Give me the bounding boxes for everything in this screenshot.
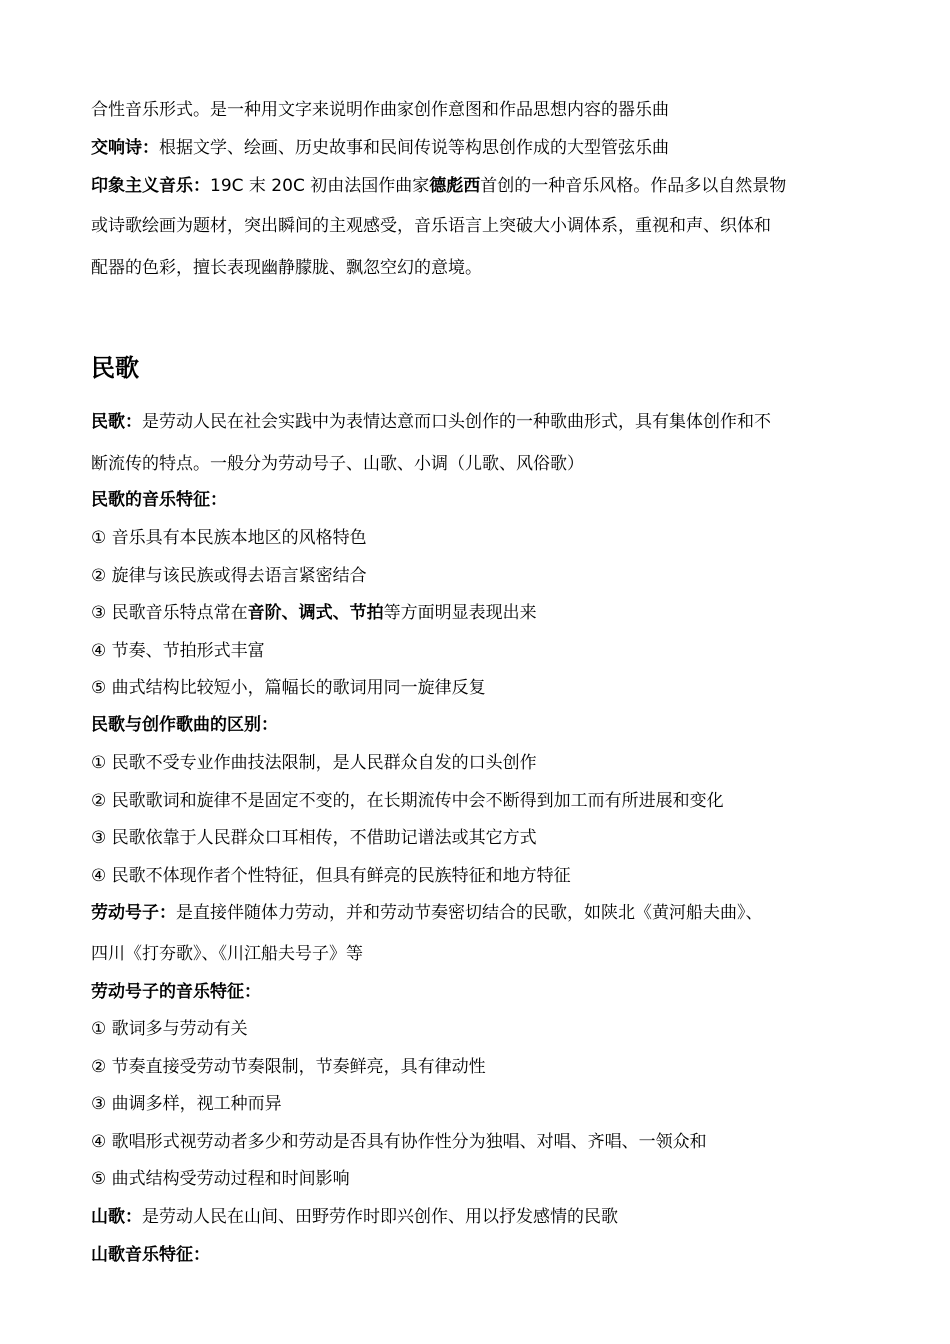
term-label: 民歌：	[91, 412, 142, 432]
term-definition: 根据文学、绘画、历史故事和民间传说等构思创作成的大型管弦乐曲	[159, 138, 669, 158]
subsection-title: 民歌与创作歌曲的区别：	[91, 715, 278, 735]
impressionism-paragraph: 印象主义音乐：19C 末 20C 初由法国作曲家德彪西首创的一种音乐风格。作品多以自然景物	[91, 176, 787, 196]
composer-name: 德彪西	[429, 176, 481, 196]
section-heading: 民歌	[91, 354, 139, 382]
symphonic-poem-paragraph	[91, 136, 669, 160]
list-item: ④ 节奏、节拍形式丰富	[91, 641, 265, 661]
list-item: ③ 民歌音乐特点常在音阶、调式、节拍等方面明显表现出来	[91, 603, 537, 623]
list-item: ② 民歌歌词和旋律不是固定不变的，在长期流传中会不断得到加工而有所进展和变化	[91, 791, 724, 811]
term-label: 印象主义音乐：	[91, 176, 210, 196]
subsection-title: 劳动号子的音乐特征：	[91, 982, 261, 1002]
term-label: 劳动号子：	[91, 903, 176, 923]
list-item: ① 歌词多与劳动有关	[91, 1019, 248, 1039]
list-item: ② 旋律与该民族或得去语言紧密结合	[91, 566, 367, 586]
list-item: ② 节奏直接受劳动节奏限制，节奏鲜亮，具有律动性	[91, 1057, 486, 1077]
list-item: ④ 民歌不体现作者个性特征，但具有鲜亮的民族特征和地方特征	[91, 866, 571, 886]
mountain-song-definition: 山歌：是劳动人民在山间、田野劳作时即兴创作、用以抒发感情的民歌	[91, 1207, 618, 1227]
subsection-title: 民歌的音乐特征：	[91, 490, 227, 510]
work-song-definition: 劳动号子：是直接伴随体力劳动，并和劳动节奏密切结合的民歌，如陕北《黄河船夫曲》、	[91, 903, 763, 923]
list-item: ⑤ 曲式结构受劳动过程和时间影响	[91, 1169, 350, 1189]
impressionism-line-2: 或诗歌绘画为题材，突出瞬间的主观感受，音乐语言上突破大小调体系，重视和声、织体和	[91, 216, 771, 236]
list-item: ③ 民歌依靠于人民群众口耳相传，不借助记谱法或其它方式	[91, 828, 537, 848]
impressionism-line-3: 配器的色彩，擅长表现幽静朦胧、飘忽空幻的意境。	[91, 258, 482, 278]
list-item: ① 民歌不受专业作曲技法限制，是人民群众自发的口头创作	[91, 753, 537, 773]
work-song-definition-line-2: 四川《打夯歌》、《川江船夫号子》等	[91, 944, 363, 964]
emphasis: 音阶、调式、节拍	[247, 603, 384, 623]
list-item: ③ 曲调多样，视工种而异	[91, 1094, 282, 1114]
intro-line-1: 合性音乐形式。是一种用文字来说明作曲家创作意图和作品思想内容的器乐曲	[91, 100, 669, 120]
term-label: 交响诗：	[91, 138, 159, 158]
list-item: ① 音乐具有本民族本地区的风格特色	[91, 528, 367, 548]
folk-song-definition: 民歌：是劳动人民在社会实践中为表情达意而口头创作的一种歌曲形式，具有集体创作和不	[91, 412, 771, 432]
term-label: 山歌：	[91, 1207, 142, 1227]
subsection-title: 山歌音乐特征：	[91, 1245, 210, 1265]
list-item: ④ 歌唱形式视劳动者多少和劳动是否具有协作性分为独唱、对唱、齐唱、一领众和	[91, 1132, 707, 1152]
folk-song-definition-line-2: 断流传的特点。一般分为劳动号子、山歌、小调（儿歌、风俗歌）	[91, 454, 584, 474]
list-item: ⑤ 曲式结构比较短小，篇幅长的歌词用同一旋律反复	[91, 678, 486, 698]
